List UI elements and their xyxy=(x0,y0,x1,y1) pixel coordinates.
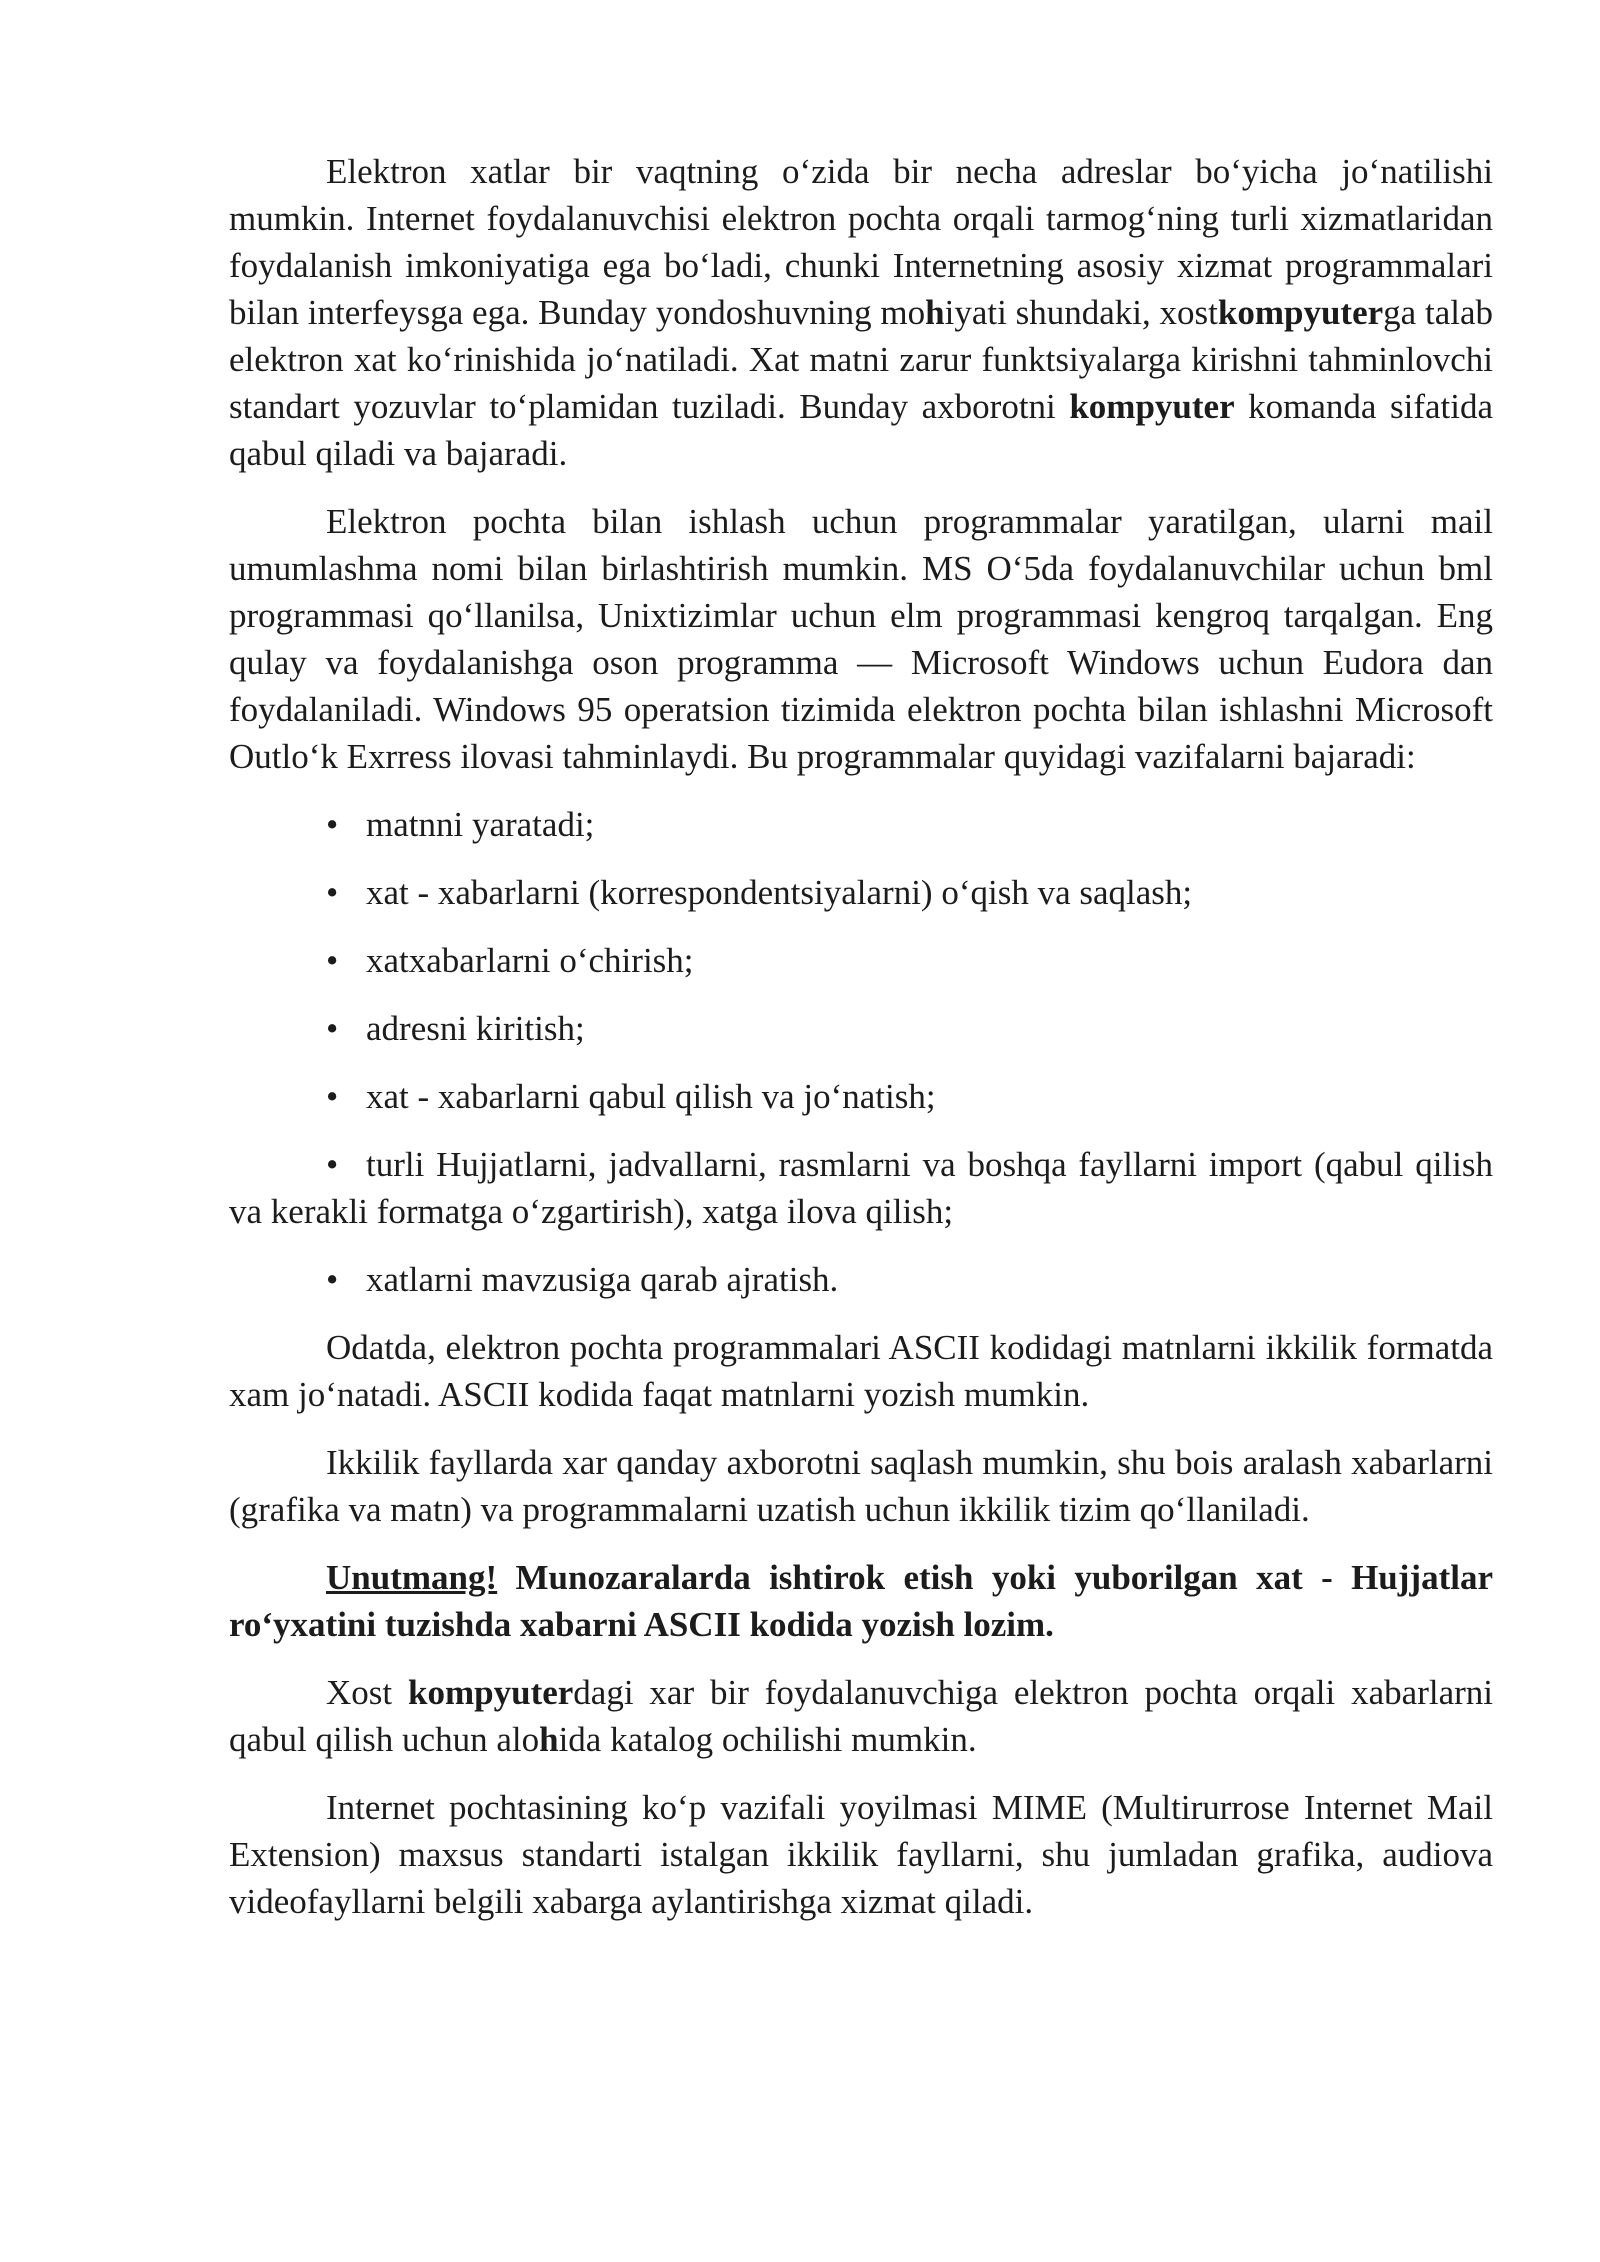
paragraph-1: Elektron xatlar bir vaqtning o‘zida bir necha adreslar bo‘yicha jo‘natilishi mumkin. Internet foydalanuvchisi elektron pochta orqali tarmog‘ning turli xizmatlaridan foydalanish imkoniyatiga ega bo‘ladi, chunki Internetning asosiy xizmat programmalari bilan interfeysga ega. Bunday yondoshuvning mohiyati shundaki, xostkompyuterga talab elektron xat ko‘rinishida jo‘natiladi. Xat matni zarur funktsiyalarga kirishni tahminlovchi standart yozuvlar to‘plamidan tuziladi. Bunday axborotni kompyuter komanda sifatida qabul qiladi va bajaradi. xyxy=(229,152,1493,473)
list-item: • xatxabarlarni o‘chirish; xyxy=(229,937,1493,984)
list-item: • xatlarni mavzusiga qarab ajratish. xyxy=(229,1256,1493,1303)
document-page xyxy=(229,148,1493,1946)
paragraph-6: Xost kompyuterdagi xar bir foydalanuvchiga elektron pochta orqali xabarlarni qabul qilish uchun alohida katalog ochilishi mumkin. xyxy=(229,1673,1494,1759)
bullet-icon: • xyxy=(326,941,339,980)
bullet-icon: • xyxy=(326,1077,339,1116)
list-item: • xat - xabarlarni (korrespondentsiyalarni) o‘qish va saqlash; xyxy=(229,869,1493,916)
list-item: • turli Hujjatlarni, jadvallarni, rasmlarni va boshqa fayllarni import (qabul qilish va kerakli formatga o‘zgartirish), xatga ilova qilish; xyxy=(229,1141,1493,1235)
list-item: • matnni yaratadi; xyxy=(229,801,1493,848)
paragraph-2: Elektron pochta bilan ishlash uchun programmalar yaratilgan, ularni mail umumlashma nomi bilan birlashtirish mumkin. MS O‘5da foydalanuvchilar uchun bml programmasi qo‘llanilsa, Unixtizimlar uchun elm programmasi kengroq tarqalgan. Eng qulay va foydalanishga oson programma — Microsoft Windows uchun Eudora dan foydalaniladi. Windows 95 operatsion tizimida elektron pochta bilan ishlashni Microsoft Outlo‘k Exrress ilovasi tahminlaydi. Bu programmalar quyidagi vazifalarni bajaradi: xyxy=(229,502,1493,776)
paragraph-3: Odatda, elektron pochta programmalari ASCII kodidagi matnlarni ikkilik formatda xam jo‘natadi. ASCII kodida faqat matnlarni yozish mumkin. xyxy=(229,1328,1493,1414)
list-item: • xat - xabarlarni qabul qilish va jo‘natish; xyxy=(229,1073,1493,1120)
warning-paragraph: Unutmang! Munozaralarda ishtirok etish yoki yuborilgan xat - Hujjatlar ro‘yxatini tuzishda xabarni ASCII kodida yozish lozim. xyxy=(229,1558,1493,1644)
bullet-icon: • xyxy=(326,1009,339,1048)
paragraph-7: Internet pochtasining ko‘p vazifali yoyilmasi MIME (Multirurrose Internet Mail Extension) maxsus standarti istalgan ikkilik fayllarni, shu jumladan grafika, audiova videofayllarni belgili xabarga aylantirishga xizmat qiladi. xyxy=(229,1788,1493,1921)
list-item: • adresni kiritish; xyxy=(229,1005,1493,1052)
bullet-icon: • xyxy=(326,805,339,844)
bullet-icon: • xyxy=(326,1145,339,1184)
warning-label: Unutmang! xyxy=(326,1558,498,1597)
bullet-icon: • xyxy=(326,873,339,912)
bullet-icon: • xyxy=(326,1260,339,1299)
paragraph-4: Ikkilik fayllarda xar qanday axborotni saqlash mumkin, shu bois aralash xabarlarni (grafika va matn) va programmalarni uzatish uchun ikkilik tizim qo‘llaniladi. xyxy=(229,1443,1493,1529)
